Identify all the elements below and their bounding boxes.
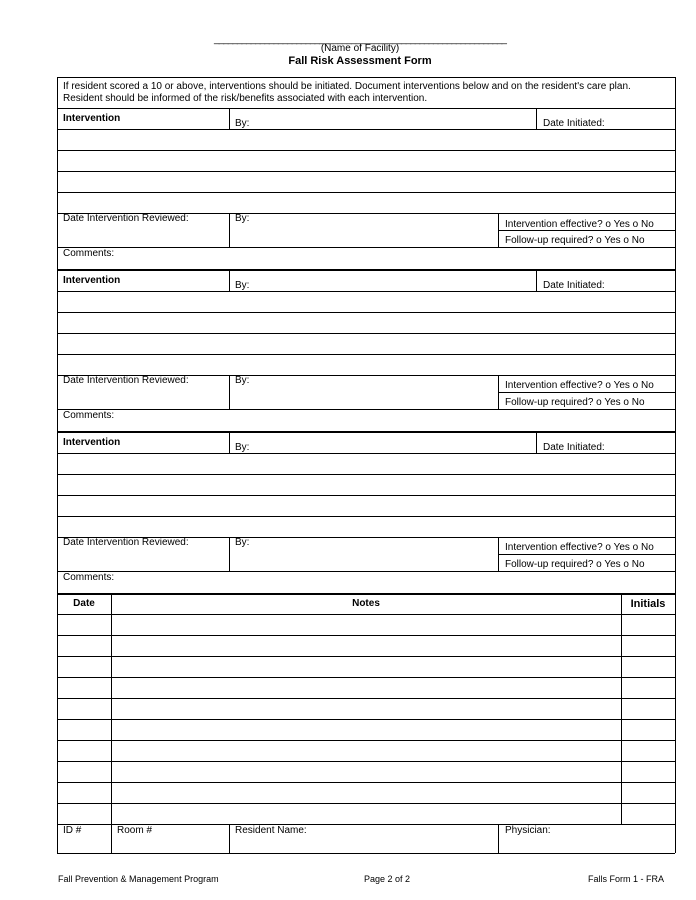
cell-divider (498, 554, 675, 555)
comments-label[interactable]: Comments: (63, 410, 115, 421)
cell-divider (229, 270, 230, 291)
form-title: Fall Risk Assessment Form (288, 55, 432, 67)
instructions-line-2: Resident should be informed of the risk/benefits associated with each intervention. (63, 93, 428, 104)
footer-form-id: Falls Form 1 - FRA (588, 874, 665, 884)
comments-label[interactable]: Comments: (63, 248, 115, 259)
table-row[interactable] (57, 614, 675, 615)
comments-divider (57, 409, 675, 410)
intervention-effective-checkbox[interactable]: Intervention effective? o Yes o No (505, 380, 654, 391)
reviewed-by-label: By: (235, 537, 250, 548)
followup-required-checkbox[interactable]: Follow-up required? o Yes o No (505, 559, 645, 570)
comments-divider (57, 247, 675, 248)
block-divider (57, 432, 675, 433)
frame-bottom (57, 853, 675, 854)
cell-divider (229, 213, 230, 247)
table-row[interactable] (57, 635, 675, 636)
facility-name-caption: (Name of Facility) (320, 43, 400, 54)
col-header-initials: Initials (630, 598, 666, 610)
date-reviewed-label: Date Intervention Reviewed: (63, 375, 189, 386)
table-top (57, 594, 675, 595)
footer-program: Fall Prevention & Management Program (58, 874, 219, 884)
intervention-label: Intervention (63, 275, 121, 286)
block-divider (57, 270, 675, 271)
intervention-effective-checkbox[interactable]: Intervention effective? o Yes o No (505, 542, 654, 553)
table-row[interactable] (57, 740, 675, 741)
cell-divider (111, 824, 112, 853)
cell-divider (229, 375, 230, 409)
cell-divider (536, 432, 537, 453)
table-row[interactable] (57, 782, 675, 783)
comments-label[interactable]: Comments: (63, 572, 115, 583)
followup-required-checkbox[interactable]: Follow-up required? o Yes o No (505, 235, 645, 246)
reviewed-by-label: By: (235, 213, 250, 224)
entry-line[interactable] (57, 474, 675, 475)
cell-divider (498, 392, 675, 393)
table-row[interactable] (57, 698, 675, 699)
room-field[interactable]: Room # (117, 825, 153, 836)
frame-top (57, 77, 675, 78)
cell-divider (498, 230, 675, 231)
block-divider (57, 108, 675, 109)
cell-divider (229, 108, 230, 129)
date-initiated-label: Date Initiated: (543, 442, 605, 453)
entry-line[interactable] (57, 495, 675, 496)
col-header-notes: Notes (352, 598, 380, 609)
table-row[interactable] (57, 719, 675, 720)
col-divider (621, 594, 622, 825)
id-field[interactable]: ID # (63, 825, 82, 836)
col-header-date: Date (73, 598, 95, 609)
cell-divider (229, 432, 230, 453)
entry-line[interactable] (57, 129, 675, 130)
entry-line[interactable] (57, 171, 675, 172)
cell-divider (229, 537, 230, 571)
physician-field[interactable]: Physician: (505, 825, 551, 836)
frame-right (675, 77, 676, 853)
facility-name-blank[interactable]: ________________________________________________________________ (214, 34, 506, 45)
table-row[interactable] (57, 656, 675, 657)
date-reviewed-label: Date Intervention Reviewed: (63, 537, 189, 548)
table-row[interactable] (57, 677, 675, 678)
by-label: By: (235, 442, 250, 453)
instructions-line-1: If resident scored a 10 or above, interventions should be initiated. Document interventions below and on the resident's care plan. (63, 81, 631, 92)
entry-line[interactable] (57, 333, 675, 334)
date-initiated-label: Date Initiated: (543, 280, 605, 291)
entry-line[interactable] (57, 354, 675, 355)
table-row[interactable] (57, 803, 675, 804)
col-divider (111, 594, 112, 825)
intervention-label: Intervention (63, 113, 121, 124)
date-initiated-label: Date Initiated: (543, 118, 605, 129)
cell-divider (229, 824, 230, 853)
entry-line[interactable] (57, 453, 675, 454)
date-reviewed-label: Date Intervention Reviewed: (63, 213, 189, 224)
intervention-label: Intervention (63, 437, 121, 448)
by-label: By: (235, 280, 250, 291)
cell-divider (536, 270, 537, 291)
footer-page-number: Page 2 of 2 (364, 874, 411, 884)
comments-divider (57, 571, 675, 572)
entry-line[interactable] (57, 291, 675, 292)
followup-required-checkbox[interactable]: Follow-up required? o Yes o No (505, 397, 645, 408)
entry-line[interactable] (57, 312, 675, 313)
cell-divider (498, 824, 499, 853)
entry-line[interactable] (57, 150, 675, 151)
cell-divider (536, 108, 537, 129)
table-row[interactable] (57, 761, 675, 762)
by-label: By: (235, 118, 250, 129)
entry-line[interactable] (57, 192, 675, 193)
reviewed-by-label: By: (235, 375, 250, 386)
entry-line[interactable] (57, 516, 675, 517)
intervention-effective-checkbox[interactable]: Intervention effective? o Yes o No (505, 219, 654, 230)
frame-left (57, 77, 58, 853)
resident-name-field[interactable]: Resident Name: (235, 825, 307, 836)
